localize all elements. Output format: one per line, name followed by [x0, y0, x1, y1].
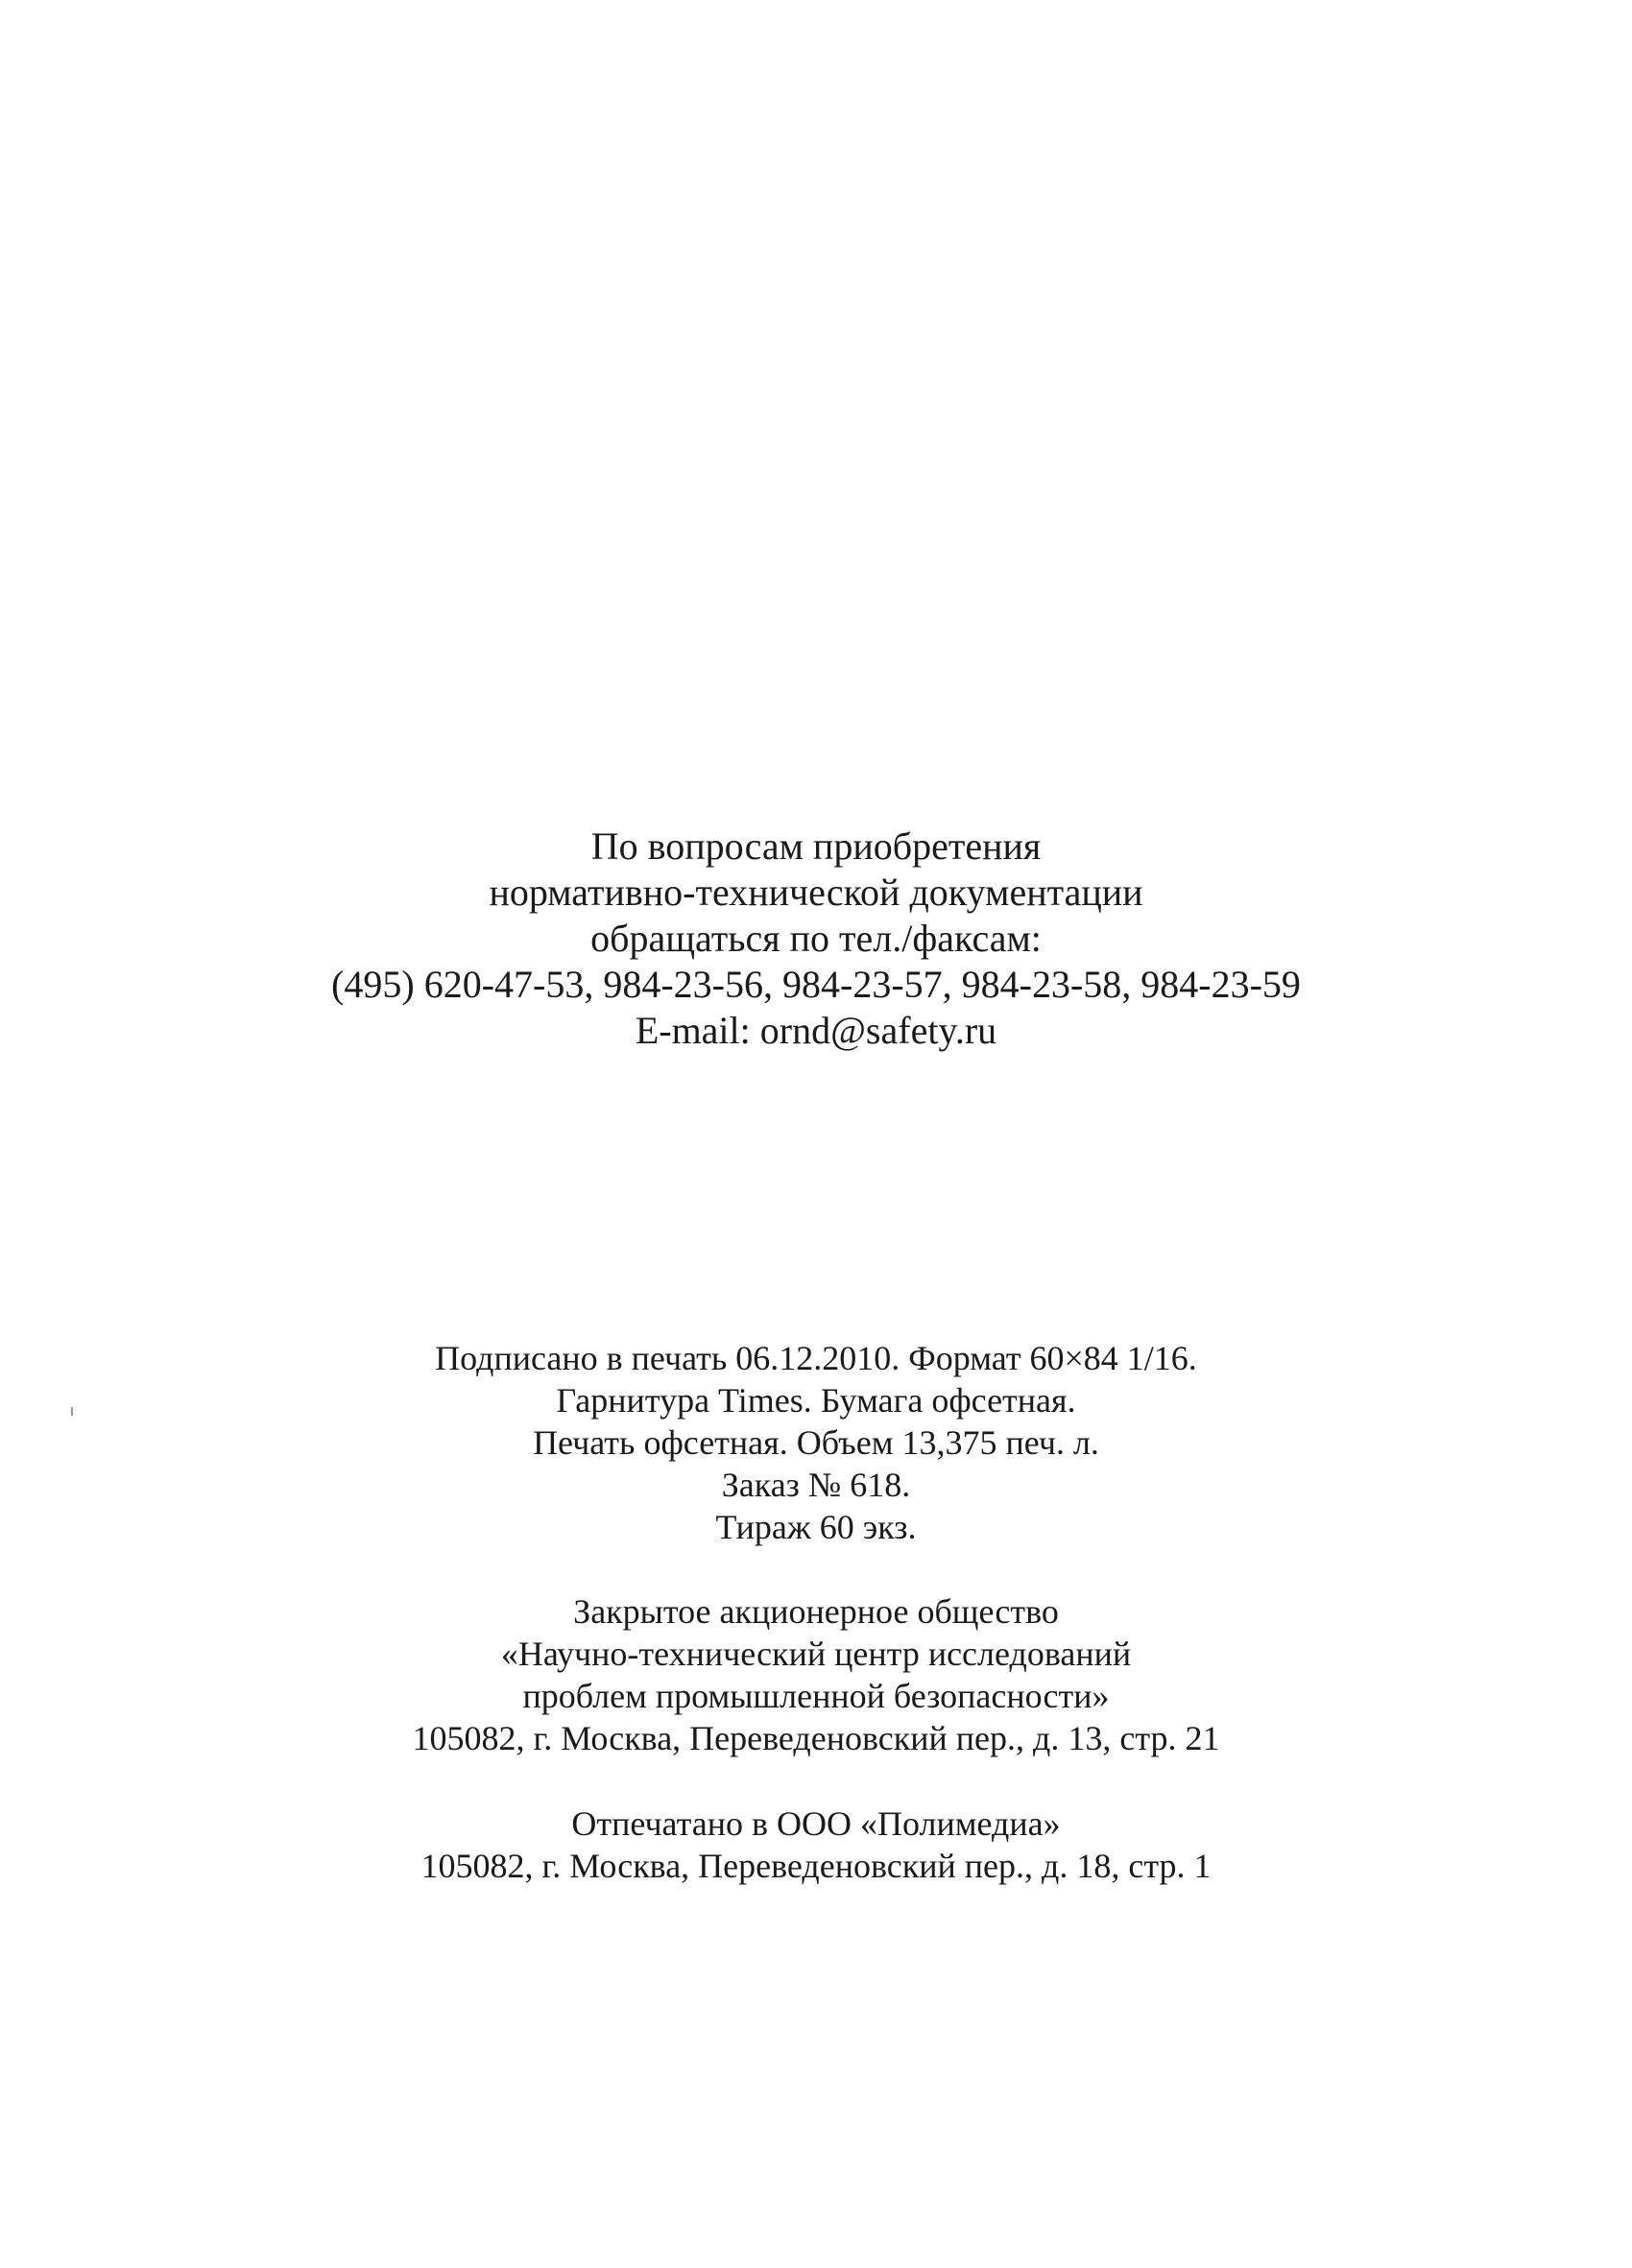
publisher-line-1: Закрытое акционерное общество — [573, 1592, 1059, 1631]
publisher-line-2: «Научно-технический центр исследований — [500, 1635, 1132, 1673]
print-details — [0, 1337, 1632, 1548]
purchase-contacts — [0, 824, 1632, 1054]
print-volume-line: Печать офсетная. Объем 13,375 печ. л. — [533, 1423, 1099, 1462]
typeface-paper-line: Гарнитура Times. Бумага офсетная. — [556, 1381, 1076, 1420]
print-run-line: Тираж 60 экз. — [715, 1508, 917, 1546]
publisher-line-3: проблем промышленной безопасности» — [522, 1677, 1110, 1715]
publisher-info — [0, 1590, 1632, 1759]
contacts-line-2: нормативно-технической документации — [489, 871, 1143, 914]
phone-numbers: (495) 620-47-53, 984-23-56, 984-23-57, 984-23-58, 984-23-59 — [331, 963, 1301, 1006]
publisher-address: 105082, г. Москва, Переведеновский пер., д. 13, стр. 21 — [412, 1719, 1220, 1757]
print-signed-line: Подписано в печать 06.12.2010. Формат 60×84 1/16. — [435, 1339, 1197, 1377]
email-line: E-mail: ornd@safety.ru — [635, 1009, 997, 1052]
printer-address: 105082, г. Москва, Переведеновский пер., д. 18, стр. 1 — [420, 1847, 1212, 1885]
contacts-line-3: обращаться по тел./факсам: — [590, 917, 1042, 960]
contacts-line-1: По вопросам приобретения — [590, 824, 1042, 868]
printer-name-line: Отпечатано в ООО «Полимедиа» — [571, 1804, 1061, 1843]
scan-speck — [71, 1407, 73, 1416]
order-number-line: Заказ № 618. — [721, 1466, 911, 1504]
printer-info — [0, 1802, 1632, 1887]
